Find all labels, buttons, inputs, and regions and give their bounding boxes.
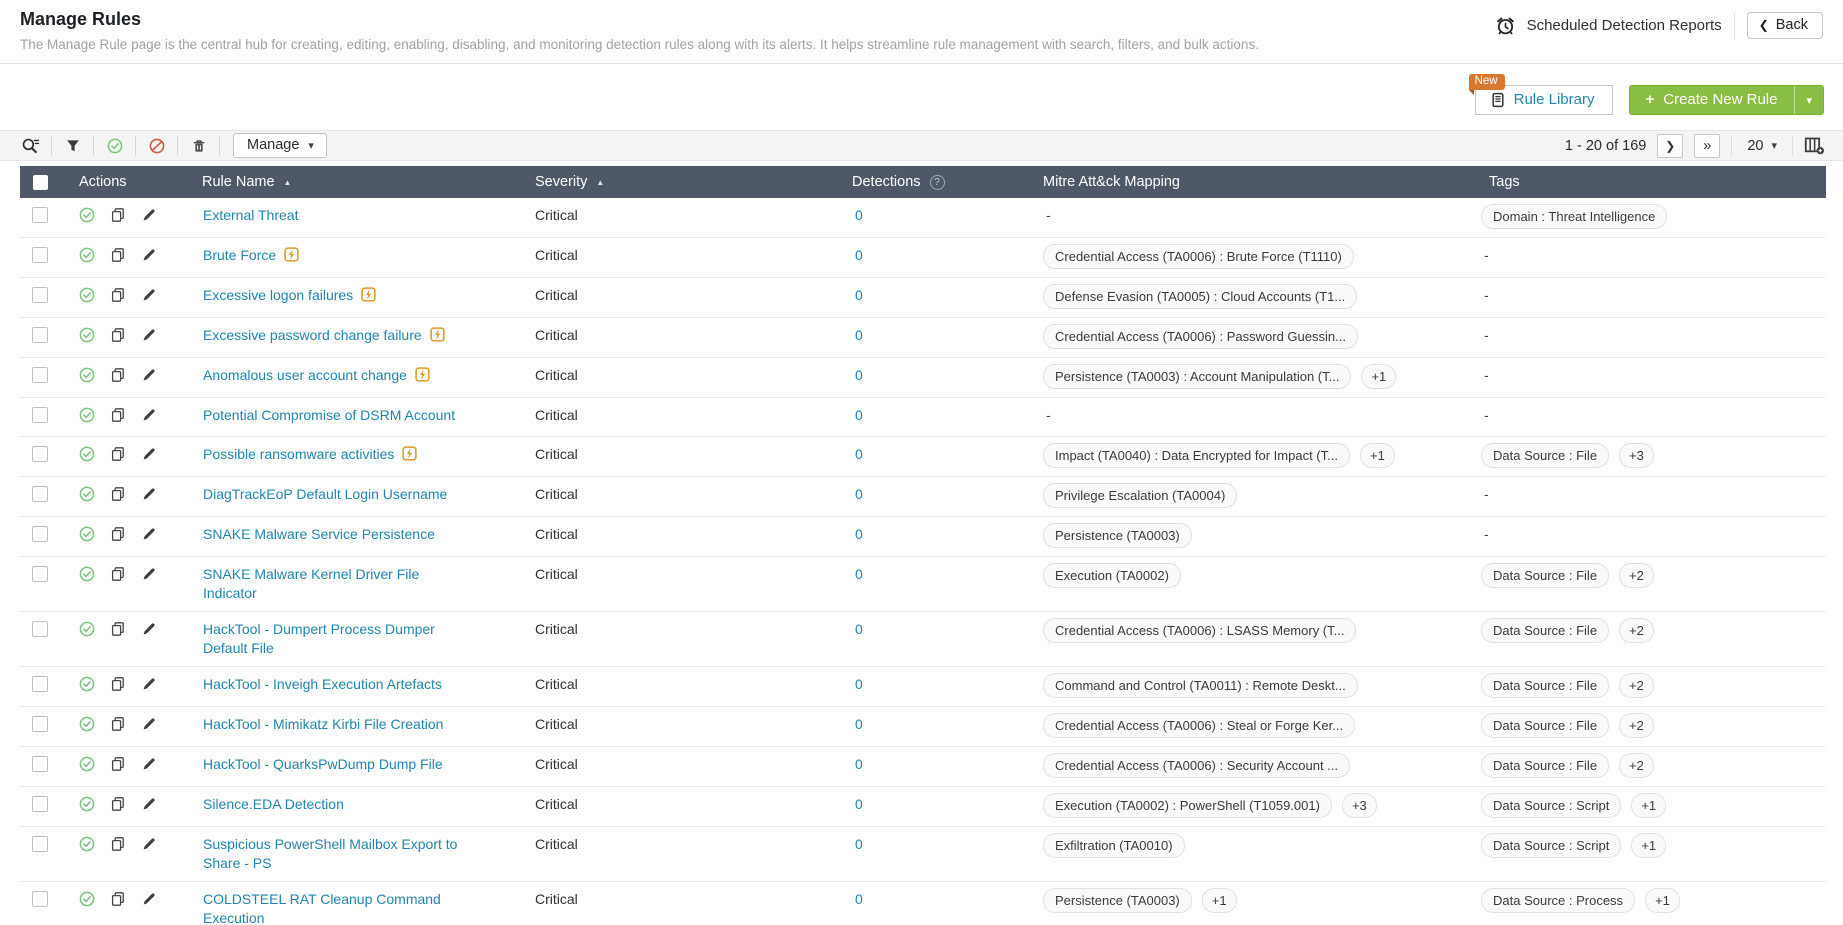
mitre-empty-dash: - bbox=[1046, 407, 1051, 423]
severity-value: Critical bbox=[535, 566, 578, 582]
back-button-label: Back bbox=[1775, 17, 1808, 33]
tag-pill[interactable]: Data Source : File bbox=[1481, 443, 1609, 468]
edit-rule-icon[interactable] bbox=[141, 247, 157, 263]
tags-empty-dash: - bbox=[1484, 526, 1489, 542]
enable-rule-toggle-icon[interactable] bbox=[79, 207, 95, 223]
copy-rule-icon[interactable] bbox=[110, 621, 126, 637]
severity-value: Critical bbox=[535, 407, 578, 423]
row-checkbox[interactable] bbox=[32, 327, 48, 343]
tag-pill[interactable]: Data Source : File bbox=[1481, 563, 1609, 588]
detections-link[interactable]: 0 bbox=[855, 367, 863, 383]
severity-value: Critical bbox=[535, 247, 578, 263]
filter-funnel-icon bbox=[65, 138, 81, 154]
mitre-tag[interactable]: Persistence (TA0003) bbox=[1043, 523, 1192, 548]
copy-rule-icon[interactable] bbox=[110, 756, 126, 772]
enable-rule-toggle-icon[interactable] bbox=[79, 716, 95, 732]
tag-pill[interactable]: Data Source : Script bbox=[1481, 793, 1621, 818]
mitre-tag[interactable]: Execution (TA0002) : PowerShell (T1059.001) bbox=[1043, 793, 1332, 818]
row-checkbox[interactable] bbox=[32, 526, 48, 542]
create-rule-dropdown-toggle[interactable] bbox=[1794, 86, 1823, 114]
create-new-rule-label: Create New Rule bbox=[1663, 91, 1778, 108]
edit-rule-icon[interactable] bbox=[141, 621, 157, 637]
rule-name-link[interactable]: Excessive logon failures bbox=[203, 287, 354, 303]
correlation-icon bbox=[430, 327, 445, 342]
mitre-extra-badge[interactable]: +1 bbox=[1361, 364, 1396, 389]
detections-link[interactable]: 0 bbox=[855, 247, 863, 263]
severity-value: Critical bbox=[535, 486, 578, 502]
help-icon[interactable]: ? bbox=[930, 175, 945, 190]
next-page-icon: ❯ bbox=[1665, 138, 1676, 153]
detections-link[interactable]: 0 bbox=[855, 526, 863, 542]
tag-pill[interactable]: Data Source : Process bbox=[1481, 888, 1635, 913]
table-row bbox=[20, 667, 1826, 707]
rule-name-link[interactable]: HackTool - QuarksPwDump Dump File bbox=[203, 756, 443, 772]
edit-rule-icon[interactable] bbox=[141, 287, 157, 303]
copy-rule-icon[interactable] bbox=[110, 836, 126, 852]
rule-name-link[interactable]: SNAKE Malware Service Persistence bbox=[203, 526, 435, 542]
caret-down-icon: ▾ bbox=[1806, 94, 1812, 107]
table-toolbar bbox=[0, 130, 1843, 161]
tag-extra-badge[interactable]: +1 bbox=[1645, 888, 1680, 913]
rule-name-link[interactable]: HackTool - Dumpert Process Dumper Default File bbox=[203, 621, 435, 656]
correlation-icon bbox=[284, 247, 299, 262]
detections-link[interactable]: 0 bbox=[855, 891, 863, 907]
severity-value: Critical bbox=[535, 676, 578, 692]
detections-link[interactable]: 0 bbox=[855, 566, 863, 582]
tag-extra-badge[interactable]: +1 bbox=[1631, 833, 1666, 858]
delete-rules-button[interactable] bbox=[178, 136, 220, 156]
tags-empty-dash: - bbox=[1484, 247, 1489, 263]
mitre-tag[interactable]: Persistence (TA0003) bbox=[1043, 888, 1192, 913]
table-row bbox=[20, 437, 1826, 477]
page-subtitle: The Manage Rule page is the central hub for creating, editing, enabling, disabling, and monitoring detection rules along with its alerts. It helps streamline rule management with search, filters, and bulk actions. bbox=[20, 37, 1259, 52]
table-row bbox=[20, 882, 1826, 925]
enable-rule-toggle-icon[interactable] bbox=[79, 407, 95, 423]
edit-rule-icon[interactable] bbox=[141, 716, 157, 732]
mitre-tag[interactable]: Persistence (TA0003) : Account Manipulation (T... bbox=[1043, 364, 1351, 389]
search-button[interactable] bbox=[10, 136, 52, 156]
copy-rule-icon[interactable] bbox=[110, 716, 126, 732]
alarm-clock-icon bbox=[1496, 16, 1515, 35]
rule-name-link[interactable]: Suspicious PowerShell Mailbox Export to Share - PS bbox=[203, 836, 458, 871]
page-size-dropdown[interactable] bbox=[1743, 138, 1781, 154]
back-chevron-icon: ❮ bbox=[1758, 18, 1769, 32]
tag-pill[interactable]: Data Source : File bbox=[1481, 713, 1609, 738]
enable-rule-toggle-icon[interactable] bbox=[79, 247, 95, 263]
mitre-tag[interactable]: Credential Access (TA0006) : LSASS Memory (T... bbox=[1043, 618, 1356, 643]
caret-down-icon: ▾ bbox=[1771, 140, 1777, 152]
row-checkbox[interactable] bbox=[32, 566, 48, 582]
row-checkbox[interactable] bbox=[32, 207, 48, 223]
pagination-range: 1 - 20 of 169 bbox=[1564, 137, 1647, 154]
table-row bbox=[20, 398, 1826, 437]
edit-rule-icon[interactable] bbox=[141, 756, 157, 772]
table-row bbox=[20, 477, 1826, 517]
severity-value: Critical bbox=[535, 756, 578, 772]
mitre-tag[interactable]: Defense Evasion (TA0005) : Cloud Accounts (T1... bbox=[1043, 284, 1357, 309]
rule-name-link[interactable]: Possible ransomware activities bbox=[203, 446, 395, 462]
tag-extra-badge[interactable]: +2 bbox=[1619, 618, 1654, 643]
column-chooser-button[interactable] bbox=[1804, 136, 1825, 155]
copy-rule-icon[interactable] bbox=[110, 796, 126, 812]
row-checkbox[interactable] bbox=[32, 407, 48, 423]
enable-rule-toggle-icon[interactable] bbox=[79, 756, 95, 772]
enable-rule-toggle-icon[interactable] bbox=[79, 566, 95, 582]
enable-rule-toggle-icon[interactable] bbox=[79, 621, 95, 637]
mitre-extra-badge[interactable]: +1 bbox=[1360, 443, 1395, 468]
edit-rule-icon[interactable] bbox=[141, 407, 157, 423]
detections-link[interactable]: 0 bbox=[855, 207, 863, 223]
mitre-tag[interactable]: Credential Access (TA0006) : Password Guessin... bbox=[1043, 324, 1358, 349]
tag-extra-badge[interactable]: +2 bbox=[1619, 563, 1654, 588]
enable-rules-button[interactable] bbox=[94, 136, 136, 156]
toolbar-divider bbox=[1792, 136, 1793, 156]
enable-rule-toggle-icon[interactable] bbox=[79, 446, 95, 462]
enable-rule-toggle-icon[interactable] bbox=[79, 891, 95, 907]
mitre-tag[interactable]: Credential Access (TA0006) : Steal or Forge Ker... bbox=[1043, 713, 1355, 738]
page-size-value: 20 bbox=[1747, 137, 1764, 154]
severity-value: Critical bbox=[535, 367, 578, 383]
enable-rule-toggle-icon[interactable] bbox=[79, 836, 95, 852]
correlation-icon bbox=[361, 287, 376, 302]
column-chooser-icon bbox=[1804, 136, 1825, 155]
column-header-mitre: Mitre Att&ck Mapping bbox=[1043, 174, 1180, 190]
tags-empty-dash: - bbox=[1484, 287, 1489, 303]
tag-extra-badge[interactable]: +2 bbox=[1619, 753, 1654, 778]
scheduled-detection-reports-link[interactable]: Scheduled Detection Reports bbox=[1526, 17, 1722, 34]
table-row bbox=[20, 318, 1826, 358]
detections-link[interactable]: 0 bbox=[855, 446, 863, 462]
severity-value: Critical bbox=[535, 836, 578, 852]
toolbar-divider bbox=[1731, 136, 1732, 156]
row-checkbox[interactable] bbox=[32, 836, 48, 852]
column-header-actions: Actions bbox=[79, 174, 127, 190]
rule-name-link[interactable]: Anomalous user account change bbox=[203, 367, 407, 383]
detections-link[interactable]: 0 bbox=[855, 287, 863, 303]
detections-link[interactable]: 0 bbox=[855, 676, 863, 692]
table-row bbox=[20, 787, 1826, 827]
copy-rule-icon[interactable] bbox=[110, 566, 126, 582]
tag-extra-badge[interactable]: +3 bbox=[1619, 443, 1654, 468]
disable-rules-button[interactable] bbox=[136, 136, 178, 156]
rule-name-link[interactable]: Silence.EDA Detection bbox=[203, 796, 344, 812]
manage-dropdown[interactable] bbox=[233, 133, 327, 158]
edit-rule-icon[interactable] bbox=[141, 891, 157, 907]
edit-rule-icon[interactable] bbox=[141, 486, 157, 502]
severity-value: Critical bbox=[535, 621, 578, 637]
copy-rule-icon[interactable] bbox=[110, 446, 126, 462]
column-header-tags: Tags bbox=[1489, 174, 1520, 190]
header-divider bbox=[1734, 13, 1735, 39]
row-checkbox[interactable] bbox=[32, 756, 48, 772]
rule-name-link[interactable]: HackTool - Mimikatz Kirbi File Creation bbox=[203, 716, 444, 732]
severity-value: Critical bbox=[535, 716, 578, 732]
library-book-icon bbox=[1490, 92, 1506, 108]
enable-rule-toggle-icon[interactable] bbox=[79, 287, 95, 303]
mitre-tag[interactable]: Credential Access (TA0006) : Security Account ... bbox=[1043, 753, 1350, 778]
edit-rule-icon[interactable] bbox=[141, 446, 157, 462]
rule-name-link[interactable]: HackTool - Inveigh Execution Artefacts bbox=[203, 676, 442, 692]
enable-rule-toggle-icon[interactable] bbox=[79, 676, 95, 692]
table-row bbox=[20, 707, 1826, 747]
disable-block-icon bbox=[149, 138, 165, 154]
enable-rule-toggle-icon[interactable] bbox=[79, 796, 95, 812]
tag-extra-badge[interactable]: +2 bbox=[1619, 673, 1654, 698]
copy-rule-icon[interactable] bbox=[110, 486, 126, 502]
tags-empty-dash: - bbox=[1484, 486, 1489, 502]
mitre-tag[interactable]: Exfiltration (TA0010) bbox=[1043, 833, 1185, 858]
correlation-icon bbox=[415, 367, 430, 382]
detections-link[interactable]: 0 bbox=[855, 327, 863, 343]
page-header-text bbox=[20, 9, 1259, 52]
table-body bbox=[20, 198, 1826, 925]
rule-library-button[interactable] bbox=[1474, 75, 1614, 115]
back-button[interactable] bbox=[1747, 12, 1823, 39]
tag-pill[interactable]: Data Source : File bbox=[1481, 618, 1609, 643]
detections-link[interactable]: 0 bbox=[855, 756, 863, 772]
create-new-rule-button[interactable] bbox=[1629, 85, 1824, 115]
severity-value: Critical bbox=[535, 526, 578, 542]
copy-rule-icon[interactable] bbox=[110, 407, 126, 423]
row-checkbox[interactable] bbox=[32, 287, 48, 303]
severity-value: Critical bbox=[535, 446, 578, 462]
table-row bbox=[20, 747, 1826, 787]
edit-rule-icon[interactable] bbox=[141, 566, 157, 582]
severity-value: Critical bbox=[535, 327, 578, 343]
severity-value: Critical bbox=[535, 207, 578, 223]
row-checkbox[interactable] bbox=[32, 247, 48, 263]
trash-icon bbox=[191, 138, 207, 154]
tag-pill[interactable]: Data Source : File bbox=[1481, 753, 1609, 778]
table-row bbox=[20, 517, 1826, 557]
sort-asc-icon: ▲ bbox=[283, 177, 292, 187]
mitre-extra-badge[interactable]: +3 bbox=[1342, 793, 1377, 818]
row-checkbox[interactable] bbox=[32, 621, 48, 637]
caret-down-icon: ▾ bbox=[308, 139, 314, 152]
page-header bbox=[0, 0, 1843, 64]
edit-rule-icon[interactable] bbox=[141, 676, 157, 692]
correlation-icon bbox=[402, 446, 417, 461]
copy-rule-icon[interactable] bbox=[110, 367, 126, 383]
search-icon bbox=[21, 137, 40, 154]
table-row bbox=[20, 827, 1826, 882]
sort-asc-icon: ▲ bbox=[596, 177, 605, 187]
next-page-button[interactable] bbox=[1657, 134, 1683, 158]
copy-rule-icon[interactable] bbox=[110, 676, 126, 692]
column-header-rule-name[interactable]: Rule Name ▲ bbox=[202, 174, 292, 190]
row-checkbox[interactable] bbox=[32, 891, 48, 907]
rule-name-link[interactable]: Brute Force bbox=[203, 247, 277, 263]
tags-empty-dash: - bbox=[1484, 327, 1489, 343]
manage-dropdown-label: Manage bbox=[247, 137, 300, 153]
column-header-detections: Detections ? bbox=[852, 174, 1043, 190]
last-page-button[interactable] bbox=[1694, 134, 1720, 158]
enable-rule-toggle-icon[interactable] bbox=[79, 486, 95, 502]
table-row bbox=[20, 198, 1826, 238]
row-checkbox[interactable] bbox=[32, 446, 48, 462]
tag-extra-badge[interactable]: +1 bbox=[1631, 793, 1666, 818]
detections-link[interactable]: 0 bbox=[855, 796, 863, 812]
tag-pill[interactable]: Data Source : Script bbox=[1481, 833, 1621, 858]
actions-row bbox=[0, 64, 1843, 130]
row-checkbox[interactable] bbox=[32, 676, 48, 692]
detections-link[interactable]: 0 bbox=[855, 836, 863, 852]
tag-extra-badge[interactable]: +2 bbox=[1619, 713, 1654, 738]
table-row bbox=[20, 278, 1826, 318]
copy-rule-icon[interactable] bbox=[110, 526, 126, 542]
detections-link[interactable]: 0 bbox=[855, 407, 863, 423]
detections-link[interactable]: 0 bbox=[855, 621, 863, 637]
filter-button[interactable] bbox=[52, 136, 94, 156]
table-row bbox=[20, 612, 1826, 667]
rule-name-link[interactable]: Potential Compromise of DSRM Account bbox=[203, 407, 456, 423]
select-all-checkbox[interactable] bbox=[33, 175, 48, 190]
page-title: Manage Rules bbox=[20, 9, 142, 29]
mitre-tag[interactable]: Execution (TA0002) bbox=[1043, 563, 1181, 588]
rule-name-link[interactable]: External Threat bbox=[203, 207, 299, 223]
rule-name-link[interactable]: Excessive password change failure bbox=[203, 327, 422, 343]
column-header-severity[interactable]: Severity ▲ bbox=[535, 174, 605, 190]
edit-rule-icon[interactable] bbox=[141, 327, 157, 343]
enable-rule-toggle-icon[interactable] bbox=[79, 367, 95, 383]
detections-link[interactable]: 0 bbox=[855, 486, 863, 502]
mitre-tag[interactable]: Privilege Escalation (TA0004) bbox=[1043, 483, 1237, 508]
enable-check-icon bbox=[107, 138, 123, 154]
table-header-row bbox=[20, 166, 1826, 198]
rule-name-link[interactable]: DiagTrackEoP Default Login Username bbox=[203, 486, 448, 502]
copy-rule-icon[interactable] bbox=[110, 327, 126, 343]
severity-value: Critical bbox=[535, 796, 578, 812]
edit-rule-icon[interactable] bbox=[141, 526, 157, 542]
mitre-empty-dash: - bbox=[1046, 207, 1051, 223]
row-checkbox[interactable] bbox=[32, 796, 48, 812]
severity-value: Critical bbox=[535, 891, 578, 907]
edit-rule-icon[interactable] bbox=[141, 796, 157, 812]
tag-pill[interactable]: Data Source : File bbox=[1481, 673, 1609, 698]
enable-rule-toggle-icon[interactable] bbox=[79, 327, 95, 343]
table-row bbox=[20, 358, 1826, 398]
mitre-extra-badge[interactable]: +1 bbox=[1202, 888, 1237, 913]
table-row bbox=[20, 238, 1826, 278]
mitre-tag[interactable]: Command and Control (TA0011) : Remote Deskt... bbox=[1043, 673, 1358, 698]
new-badge: New bbox=[1469, 74, 1505, 90]
table-row bbox=[20, 557, 1826, 612]
rule-name-link[interactable]: COLDSTEEL RAT Cleanup Command Execution bbox=[203, 891, 441, 925]
copy-rule-icon[interactable] bbox=[110, 247, 126, 263]
copy-rule-icon[interactable] bbox=[110, 207, 126, 223]
tags-empty-dash: - bbox=[1484, 407, 1489, 423]
rule-library-label: Rule Library bbox=[1513, 91, 1595, 108]
row-checkbox[interactable] bbox=[32, 367, 48, 383]
enable-rule-toggle-icon[interactable] bbox=[79, 526, 95, 542]
rules-table bbox=[20, 166, 1826, 925]
detections-link[interactable]: 0 bbox=[855, 716, 863, 732]
copy-rule-icon[interactable] bbox=[110, 287, 126, 303]
mitre-tag[interactable]: Credential Access (TA0006) : Brute Force (T1110) bbox=[1043, 244, 1354, 269]
edit-rule-icon[interactable] bbox=[141, 367, 157, 383]
tag-pill[interactable]: Domain : Threat Intelligence bbox=[1481, 204, 1667, 229]
row-checkbox[interactable] bbox=[32, 486, 48, 502]
mitre-tag[interactable]: Impact (TA0040) : Data Encrypted for Impact (T... bbox=[1043, 443, 1350, 468]
row-checkbox[interactable] bbox=[32, 716, 48, 732]
copy-rule-icon[interactable] bbox=[110, 891, 126, 907]
plus-icon: + bbox=[1645, 91, 1655, 108]
edit-rule-icon[interactable] bbox=[141, 207, 157, 223]
tags-empty-dash: - bbox=[1484, 367, 1489, 383]
last-page-icon: » bbox=[1703, 137, 1712, 154]
severity-value: Critical bbox=[535, 287, 578, 303]
rule-name-link[interactable]: SNAKE Malware Kernel Driver File Indicator bbox=[203, 566, 420, 601]
edit-rule-icon[interactable] bbox=[141, 836, 157, 852]
